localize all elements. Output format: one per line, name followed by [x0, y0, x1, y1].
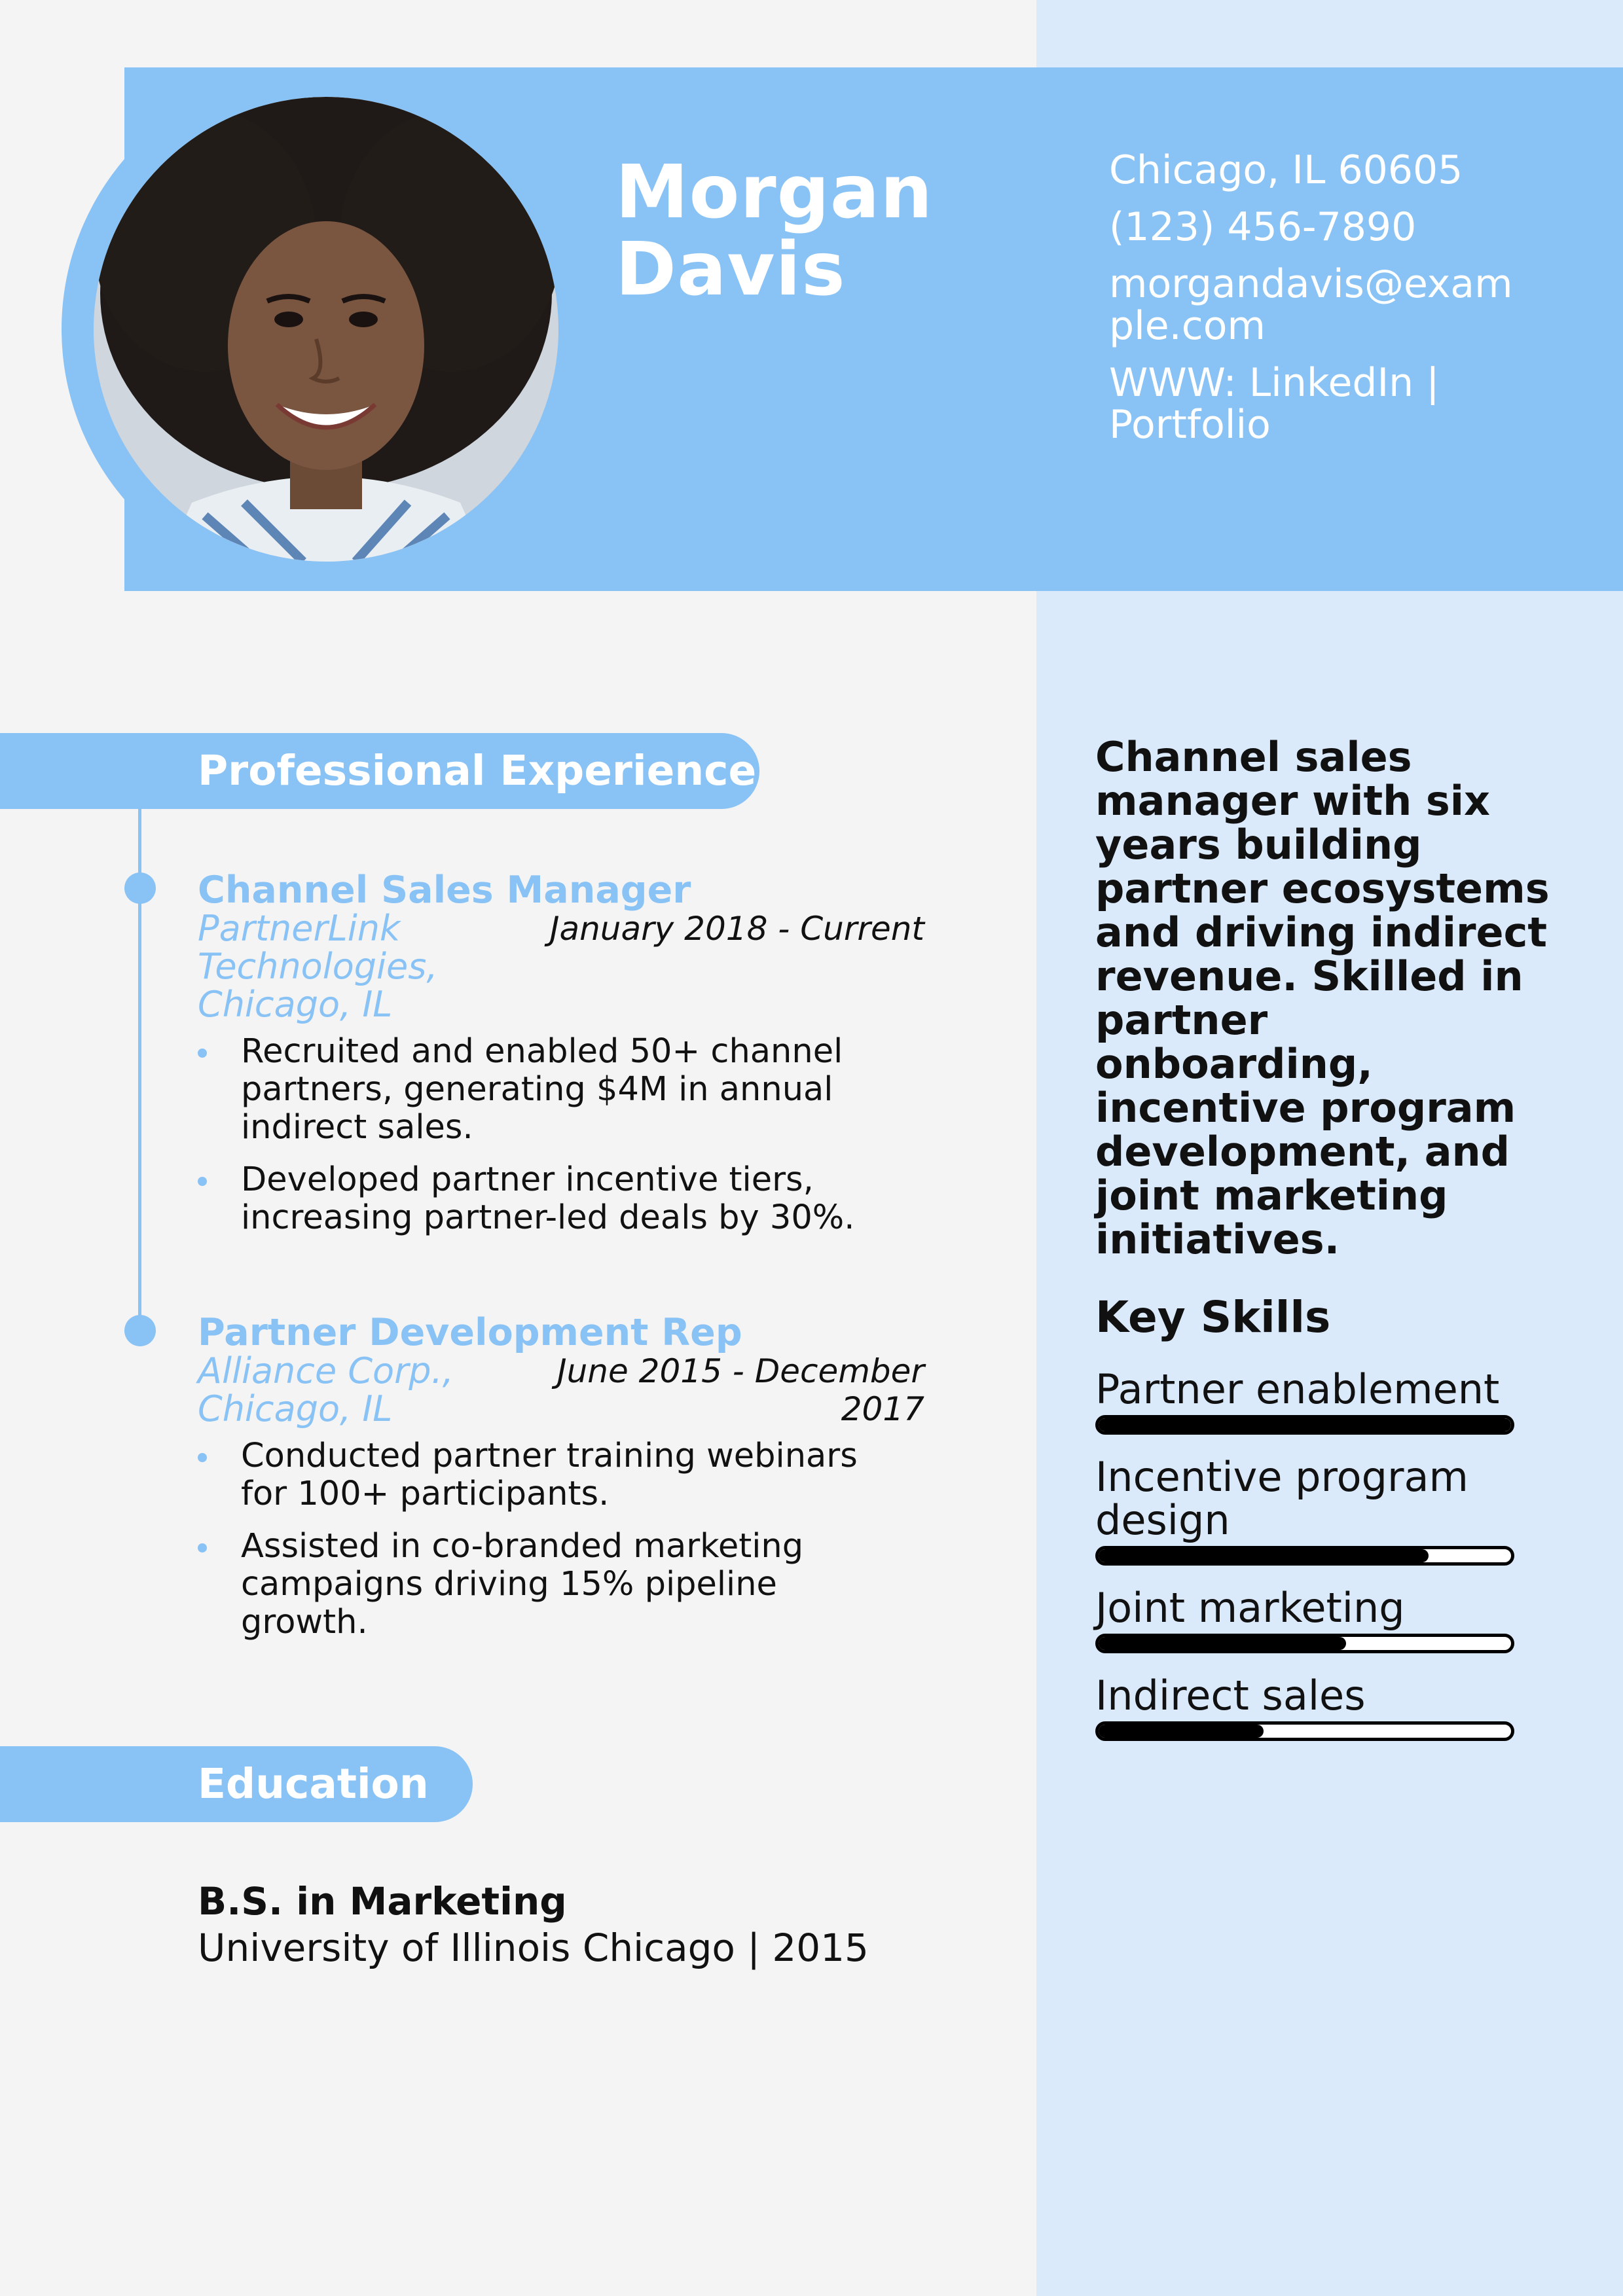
skill-level-bar: [1095, 1546, 1514, 1566]
timeline-dot: [124, 872, 156, 904]
job-bullets: [198, 1437, 924, 1641]
contact-block: [1109, 149, 1515, 461]
contact-web-links[interactable]: WWW: LinkedIn | Portfolio: [1109, 360, 1440, 448]
job-bullets: [198, 1033, 924, 1237]
job-dates: January 2018 - Current: [549, 910, 924, 948]
first-name: Morgan: [615, 150, 934, 235]
bullet-text: Recruited and enabled 50+ channel partners, generating $4M in annual indirect sales.: [241, 1032, 843, 1147]
job-company: Alliance Corp., Chicago, IL: [198, 1350, 454, 1429]
skill-level-bar: [1095, 1634, 1514, 1653]
profile-photo: [94, 97, 558, 562]
job-bullet: [198, 1437, 896, 1513]
bullet-dot: [198, 1453, 207, 1462]
bullet-dot: [198, 1543, 207, 1552]
skill-level-bar: [1095, 1415, 1514, 1435]
skill-level-fill: [1099, 1725, 1264, 1738]
skill-level-fill: [1099, 1549, 1429, 1562]
skill-item: [1095, 1674, 1514, 1741]
education-heading: Education: [0, 1746, 473, 1822]
last-name: Davis: [615, 227, 846, 312]
skill-level-bar: [1095, 1721, 1514, 1741]
skills-heading: Key Skills: [1095, 1292, 1331, 1342]
skill-level-fill: [1099, 1418, 1511, 1431]
job-title: Channel Sales Manager: [198, 869, 691, 912]
skill-name: Partner enablement: [1095, 1365, 1500, 1413]
skill-item: [1095, 1365, 1514, 1435]
job-bullet: [198, 1033, 896, 1147]
candidate-name: [615, 150, 1008, 312]
skill-name: Incentive program design: [1095, 1453, 1468, 1544]
contact-phone[interactable]: (123) 456-7890: [1109, 204, 1417, 250]
bullet-text: Assisted in co-branded marketing campaigns driving 15% pipeline growth.: [241, 1527, 804, 1641]
job-bullet: [198, 1161, 896, 1237]
contact-address: Chicago, IL 60605: [1109, 147, 1463, 193]
skill-item: [1095, 1453, 1514, 1566]
skill-level-fill: [1099, 1637, 1346, 1650]
job-entry: [198, 870, 924, 1251]
bullet-dot: [198, 1177, 207, 1186]
skills-list: [1095, 1365, 1514, 1762]
timeline-dot: [124, 1315, 156, 1346]
contact-email[interactable]: morgandavis@example.com: [1109, 261, 1513, 349]
skill-item: [1095, 1584, 1514, 1653]
experience-heading: Professional Experience: [0, 733, 759, 809]
job-entry: [198, 1313, 924, 1656]
education-degree: B.S. in Marketing: [198, 1879, 567, 1924]
professional-summary: Channel sales manager with six years building partner ecosystems and driving indirect revenue. Skilled in partner onboarding, incentive program development, and joint marketing initiatives.: [1095, 733, 1550, 1263]
education-entry: [198, 1880, 918, 1973]
bullet-text: Conducted partner training webinars for 100+ participants.: [241, 1437, 858, 1513]
skill-name: Indirect sales: [1095, 1672, 1366, 1719]
bullet-text: Developed partner incentive tiers, increasing partner-led deals by 30%.: [241, 1160, 855, 1237]
job-bullet: [198, 1528, 896, 1641]
job-company: PartnerLink Technologies, Chicago, IL: [198, 908, 438, 1025]
job-title: Partner Development Rep: [198, 1311, 742, 1354]
job-dates: June 2015 - December 2017: [556, 1352, 924, 1428]
education-school: University of Illinois Chicago | 2015: [198, 1926, 869, 1970]
skill-name: Joint marketing: [1095, 1584, 1405, 1632]
bullet-dot: [198, 1049, 207, 1058]
job-meta: [198, 910, 924, 1024]
job-meta: [198, 1352, 924, 1428]
